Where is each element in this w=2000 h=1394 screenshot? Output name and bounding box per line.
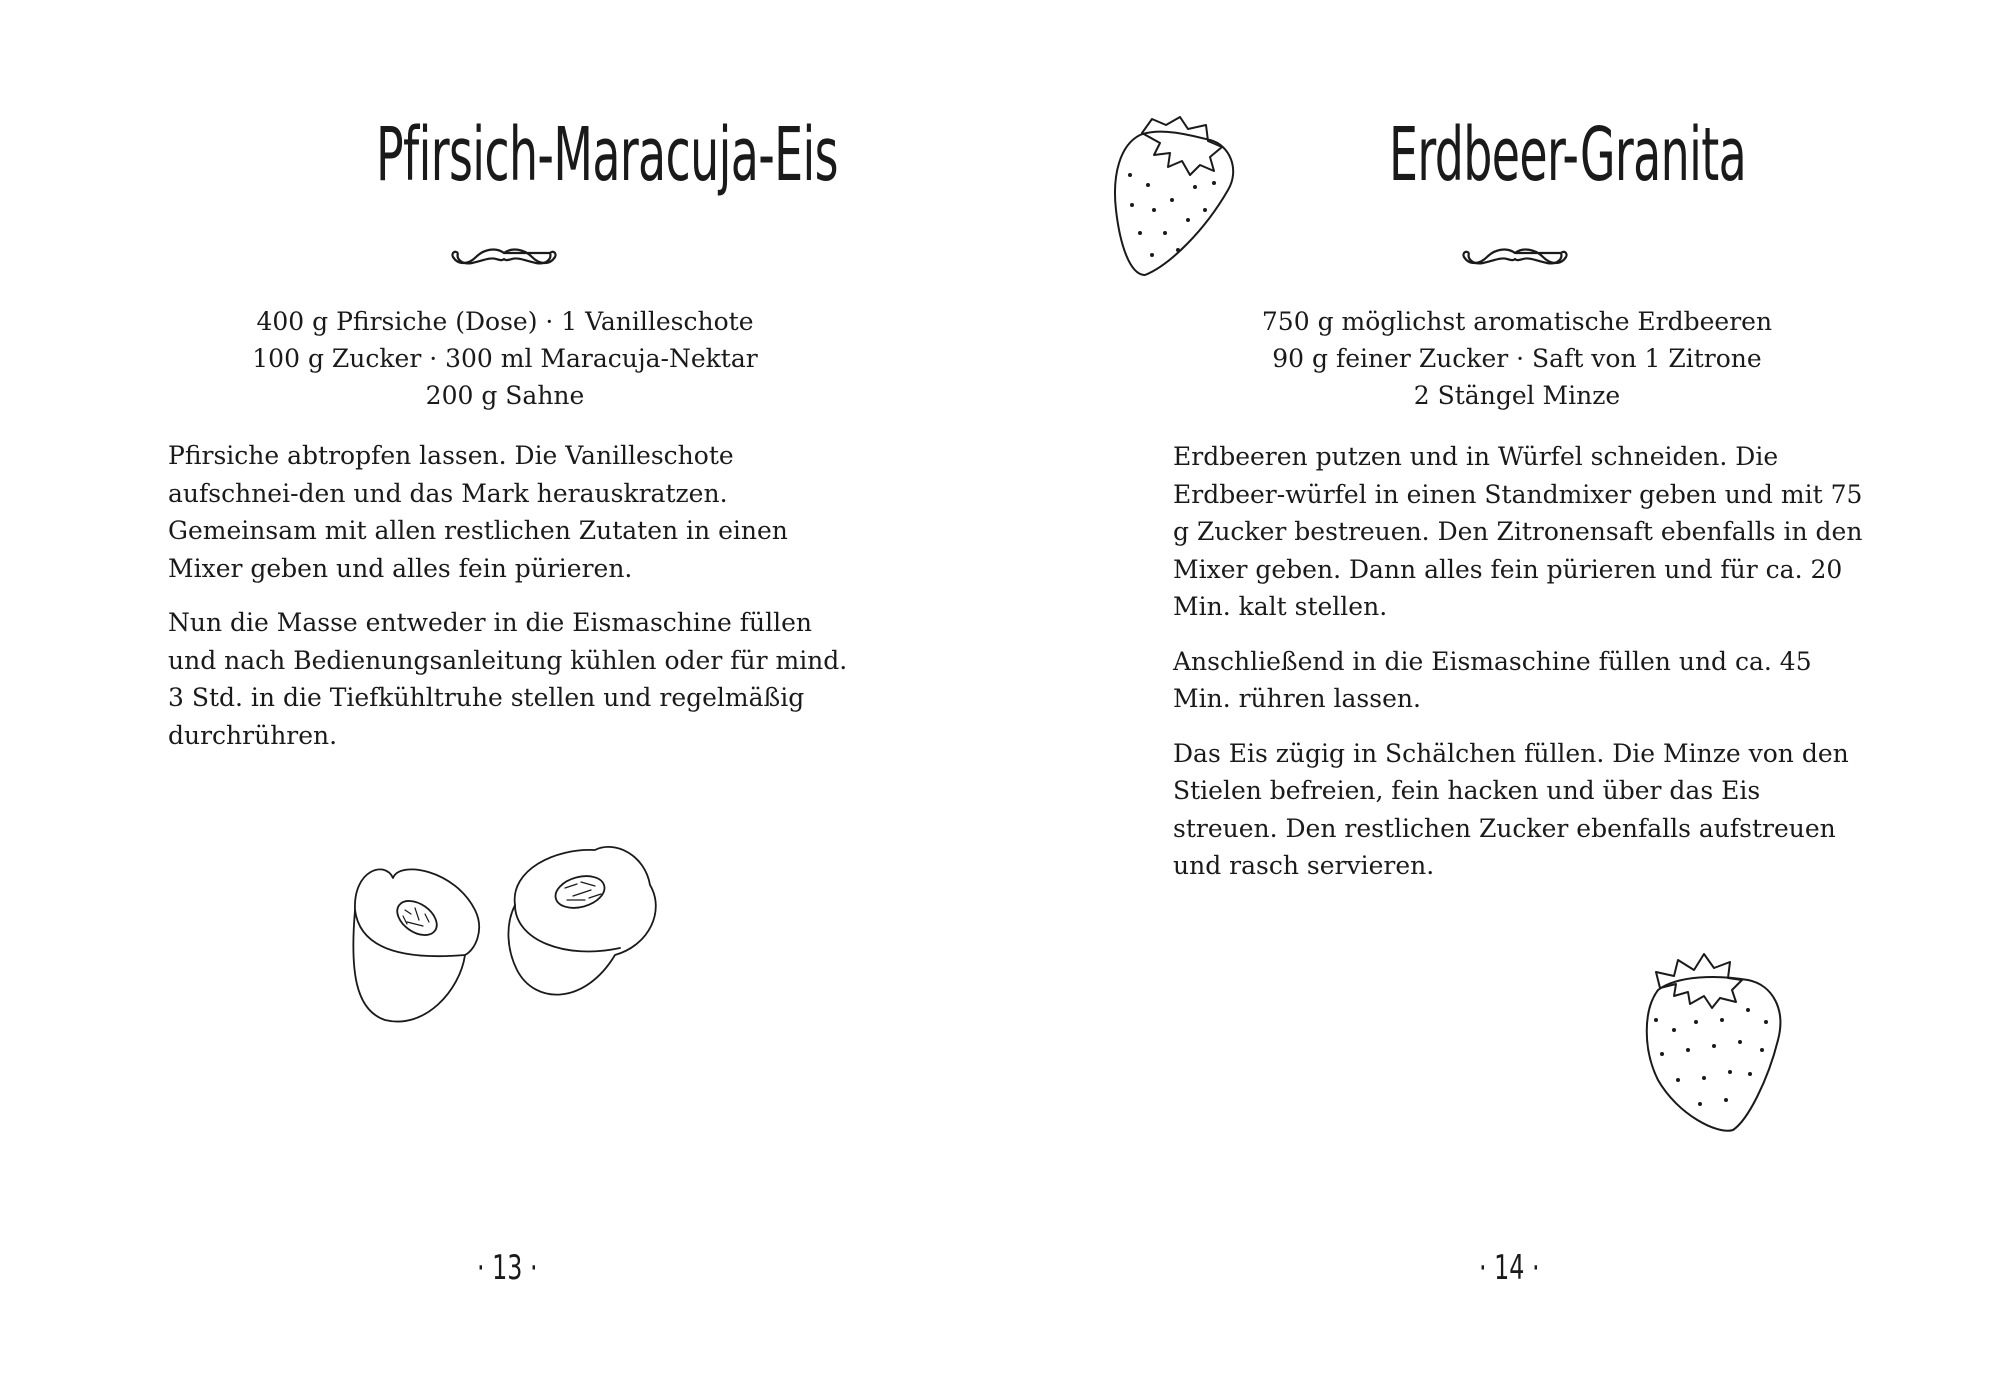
- mustache-icon: [1459, 243, 1571, 275]
- right-page: [1000, 0, 2000, 1394]
- ingredients-list: [195, 303, 815, 414]
- instruction-paragraph: Das Eis zügig in Schälchen füllen. Die Minze von den Stielen befreien, fein hacken und über das Eis streuen. Den restlichen Zucker ebenfalls aufstreuen und rasch servieren.: [1173, 738, 1849, 880]
- ingredient-line: 750 g möglichst aromatische Erdbeeren: [1261, 307, 1773, 336]
- recipe-title: Erdbeer-Granita: [1389, 112, 1747, 198]
- ingredient-line: 2 Stängel Minze: [1413, 381, 1621, 410]
- instruction-paragraph: Nun die Masse entweder in die Eismaschine füllen und nach Bedienungsanleitung kühlen oder für mind. 3 Std. in die Tiefkühltruhe stellen und regelmäßig durchrühren.: [168, 608, 848, 750]
- instruction-paragraph: Pfirsiche abtropfen lassen. Die Vanilleschote aufschnei-den und das Mark herauskratzen. Gemeinsam mit allen restlichen Zutaten in einen Mixer geben und alles fein pürieren.: [168, 441, 788, 583]
- mustache-icon: [448, 243, 560, 275]
- instruction-paragraph: Erdbeeren putzen und in Würfel schneiden. Die Erdbeer-würfel in einen Standmixer geben und mit 75 g Zucker bestreuen. Den Zitronensaft ebenfalls in den Mixer geben. Dann alles fein pürieren und für ca. 20 Min. kalt stellen.: [1173, 442, 1863, 621]
- instruction-paragraph: Anschließend in die Eismaschine füllen und ca. 45 Min. rühren lassen.: [1173, 646, 1812, 713]
- instructions: [1173, 438, 1863, 902]
- recipe-title: Pfirsich-Maracuja-Eis: [376, 112, 838, 198]
- ingredient-line: 200 g Sahne: [425, 381, 585, 410]
- page-number: · 14 ·: [1479, 1248, 1540, 1288]
- strawberry-icon: [1638, 950, 1786, 1135]
- ingredient-line: 400 g Pfirsiche (Dose) · 1 Vanilleschote: [256, 307, 754, 336]
- ingredient-line: 100 g Zucker · 300 ml Maracuja-Nektar: [252, 344, 758, 373]
- peach-halves-icon: [345, 830, 675, 1040]
- ingredient-line: 90 g feiner Zucker · Saft von 1 Zitrone: [1272, 344, 1762, 373]
- instructions: [168, 437, 858, 771]
- page-number: · 13 ·: [477, 1248, 538, 1288]
- strawberry-icon: [1110, 115, 1240, 280]
- ingredients-list: [1207, 303, 1827, 414]
